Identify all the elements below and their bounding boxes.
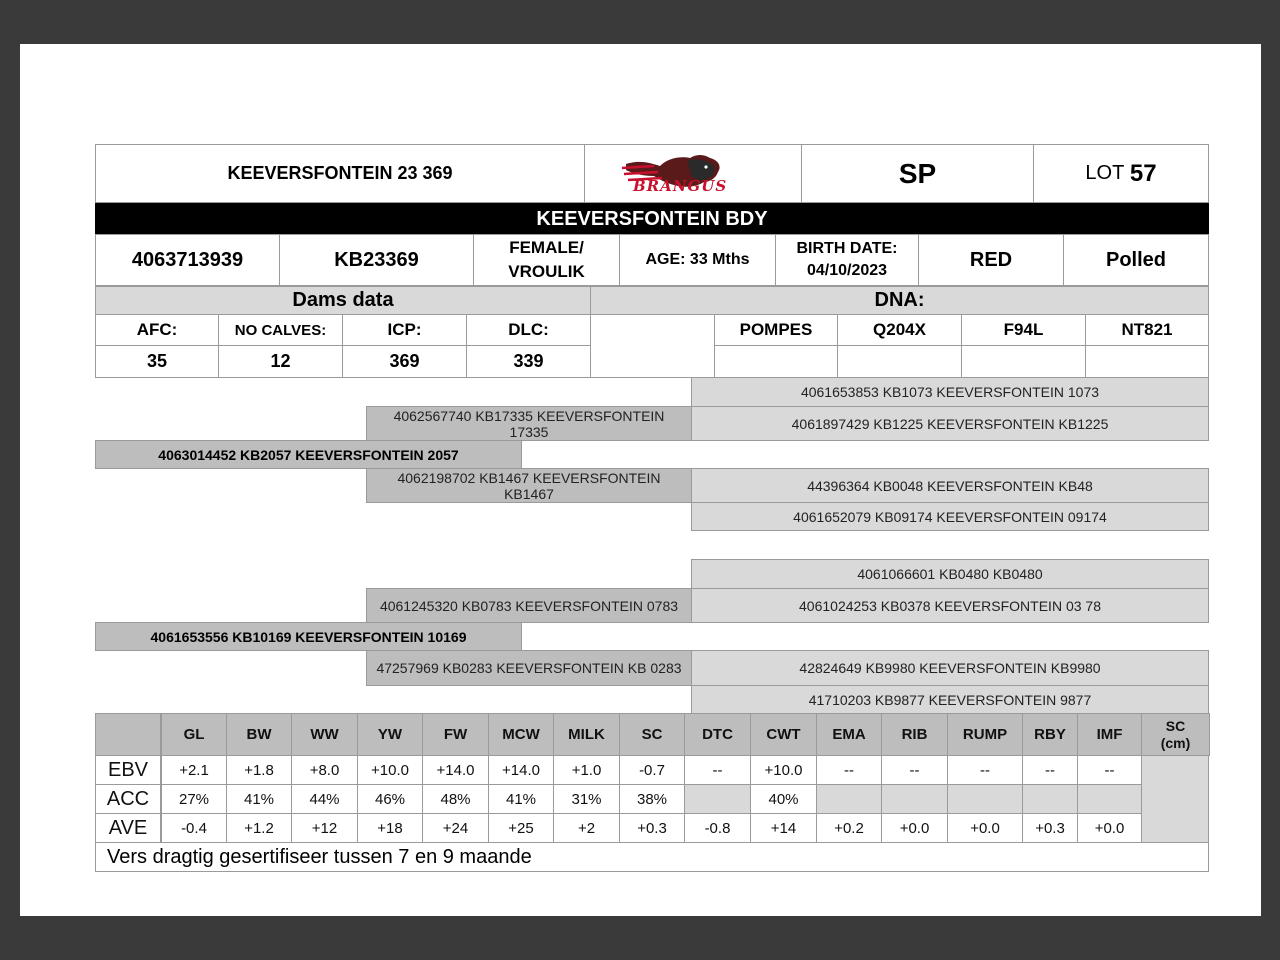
dams-value-afc: 35 — [95, 345, 219, 378]
ebv-cell: +12 — [291, 813, 358, 843]
lot-cell — [1033, 144, 1209, 203]
birth-date-cell — [775, 234, 919, 286]
ebv-corner-cell — [95, 713, 161, 756]
ebv-cell: +0.2 — [816, 813, 882, 843]
ebv-cell: +0.3 — [1022, 813, 1078, 843]
pedigree-dam-sire-dam: 4061024253 KB0378 KEEVERSFONTEIN 03 78 — [691, 588, 1209, 623]
pedigree-sire-sire-dam: 4061897429 KB1225 KEEVERSFONTEIN KB1225 — [691, 406, 1209, 441]
pedigree-dam-dam-sire: 42824649 KB9980 KEEVERSFONTEIN KB9980 — [691, 650, 1209, 686]
colour: RED — [918, 234, 1064, 286]
ebv-row-label-ebv: EBV — [95, 755, 161, 785]
herd-number: KB23369 — [279, 234, 474, 286]
ebv-col-ema: EMA — [816, 713, 882, 756]
ebv-cell: +1.0 — [553, 755, 620, 785]
ebv-cell: +0.0 — [947, 813, 1023, 843]
pregnancy-note: Vers dragtig gesertifiseer tussen 7 en 9 maande — [95, 842, 1209, 872]
ebv-cell: 41% — [226, 784, 292, 814]
dna-blank-cell — [590, 314, 715, 378]
pedigree-dam-sire: 4061245320 KB0783 KEEVERSFONTEIN 0783 — [366, 588, 692, 623]
dna-label-pompes: POMPES — [714, 314, 838, 346]
ebv-col-imf: IMF — [1077, 713, 1142, 756]
pedigree-dam-sire-sire: 4061066601 KB0480 KB0480 — [691, 559, 1209, 589]
birth-date-label: BIRTH DATE: — [796, 240, 898, 257]
horn-status: Polled — [1063, 234, 1209, 286]
pedigree-dam-dam: 47257969 KB0283 KEEVERSFONTEIN KB 0283 — [366, 650, 692, 686]
ebv-cell: +1.2 — [226, 813, 292, 843]
ebv-cell: +10.0 — [357, 755, 423, 785]
birth-date: 04/10/2023 — [806, 262, 888, 279]
dams-label-no-calves: NO CALVES: — [218, 314, 343, 346]
ebv-cell: 41% — [488, 784, 554, 814]
ebv-cell: +14 — [750, 813, 817, 843]
ebv-cell: +0.0 — [881, 813, 948, 843]
ebv-cell: -- — [1077, 755, 1142, 785]
lot-number: 57 — [1129, 159, 1157, 187]
ebv-cell: +18 — [357, 813, 423, 843]
ebv-cell: +14.0 — [488, 755, 554, 785]
ebv-cell: -- — [684, 755, 751, 785]
ebv-cell: +0.3 — [619, 813, 685, 843]
ebv-cell: +1.8 — [226, 755, 292, 785]
ebv-cell: -- — [1022, 755, 1078, 785]
dams-label-afc: AFC: — [95, 314, 219, 346]
ebv-col-yw: YW — [357, 713, 423, 756]
ebv-cell: +24 — [422, 813, 489, 843]
dna-value-f94l — [961, 345, 1086, 378]
dams-label-icp: ICP: — [342, 314, 467, 346]
ebv-sc-cm-block — [1141, 755, 1209, 843]
sex — [473, 234, 620, 286]
pedigree-sire-sire-sire: 4061653853 KB1073 KEEVERSFONTEIN 1073 — [691, 377, 1209, 407]
ebv-col-bw: BW — [226, 713, 292, 756]
ebv-col-gl: GL — [161, 713, 227, 756]
ebv-cell: -- — [816, 755, 882, 785]
ebv-cell: 44% — [291, 784, 358, 814]
ebv-col-cwt: CWT — [750, 713, 817, 756]
dams-label-dlc: DLC: — [466, 314, 591, 346]
ebv-cell — [881, 784, 948, 814]
age: AGE: 33 Mths — [619, 234, 776, 286]
ebv-cell: 27% — [161, 784, 227, 814]
ebv-cell — [684, 784, 751, 814]
lot-label: LOT — [1085, 162, 1125, 184]
pedigree-sire: 4063014452 KB2057 KEEVERSFONTEIN 2057 — [95, 440, 522, 469]
ebv-cell — [947, 784, 1023, 814]
ebv-cell: -- — [881, 755, 948, 785]
class-code: SP — [801, 144, 1034, 203]
sex-line-1: FEMALE/ — [509, 238, 584, 257]
dams-value-icp: 369 — [342, 345, 467, 378]
ebv-col-sc: SC — [619, 713, 685, 756]
logo-wordmark: BRANGUS — [633, 177, 728, 195]
dna-value-pompes — [714, 345, 838, 378]
dams-value-dlc: 339 — [466, 345, 591, 378]
ebv-cell — [816, 784, 882, 814]
dna-label-q204x: Q204X — [837, 314, 962, 346]
ebv-col-mcw: MCW — [488, 713, 554, 756]
dna-label-f94l: F94L — [961, 314, 1086, 346]
ebv-cell: -- — [947, 755, 1023, 785]
ebv-cell: +14.0 — [422, 755, 489, 785]
dna-label-nt821: NT821 — [1085, 314, 1209, 346]
ebv-col-dtc: DTC — [684, 713, 751, 756]
dna-title: DNA: — [590, 286, 1209, 315]
ebv-row-label-acc: ACC — [95, 784, 161, 814]
ebv-cell — [1077, 784, 1142, 814]
ebv-cell: +2 — [553, 813, 620, 843]
pedigree-dam: 4061653556 KB10169 KEEVERSFONTEIN 10169 — [95, 622, 522, 651]
ebv-cell: -0.7 — [619, 755, 685, 785]
sex-line-2: VROULIK — [508, 262, 585, 281]
ebv-cell: 46% — [357, 784, 423, 814]
animal-name: KEEVERSFONTEIN 23 369 — [95, 144, 585, 203]
ebv-col-milk: MILK — [553, 713, 620, 756]
dna-value-q204x — [837, 345, 962, 378]
ebv-col-fw: FW — [422, 713, 489, 756]
ebv-cell: +10.0 — [750, 755, 817, 785]
dams-data-title: Dams data — [95, 286, 591, 315]
ebv-cell: 31% — [553, 784, 620, 814]
id-number: 4063713939 — [95, 234, 280, 286]
ebv-row-label-ave: AVE — [95, 813, 161, 843]
ebv-cell: 48% — [422, 784, 489, 814]
pedigree-dam-dam-dam: 41710203 KB9877 KEEVERSFONTEIN 9877 — [691, 685, 1209, 714]
ebv-col-sc-cm: SC (cm) — [1141, 713, 1210, 756]
ebv-cell: +2.1 — [161, 755, 227, 785]
ebv-col-rump: RUMP — [947, 713, 1023, 756]
ebv-cell: -0.8 — [684, 813, 751, 843]
dams-value-no-calves: 12 — [218, 345, 343, 378]
ebv-col-ww: WW — [291, 713, 358, 756]
ebv-cell: +25 — [488, 813, 554, 843]
pedigree-sire-dam: 4062198702 KB1467 KEEVERSFONTEIN KB1467 — [366, 468, 692, 503]
ebv-cell — [1022, 784, 1078, 814]
dna-value-nt821 — [1085, 345, 1209, 378]
ebv-cell: 40% — [750, 784, 817, 814]
brangus-logo — [584, 144, 802, 203]
ebv-cell: 38% — [619, 784, 685, 814]
pedigree-sire-sire: 4062567740 KB17335 KEEVERSFONTEIN 17335 — [366, 406, 692, 441]
ebv-cell: -0.4 — [161, 813, 227, 843]
ebv-cell: +8.0 — [291, 755, 358, 785]
ebv-col-rby: RBY — [1022, 713, 1078, 756]
pedigree-sire-dam-dam: 4061652079 KB09174 KEEVERSFONTEIN 09174 — [691, 502, 1209, 531]
breeder-banner: KEEVERSFONTEIN BDY — [95, 203, 1209, 235]
ebv-cell: +0.0 — [1077, 813, 1142, 843]
pedigree-sire-dam-sire: 44396364 KB0048 KEEVERSFONTEIN KB48 — [691, 468, 1209, 503]
ebv-col-rib: RIB — [881, 713, 948, 756]
